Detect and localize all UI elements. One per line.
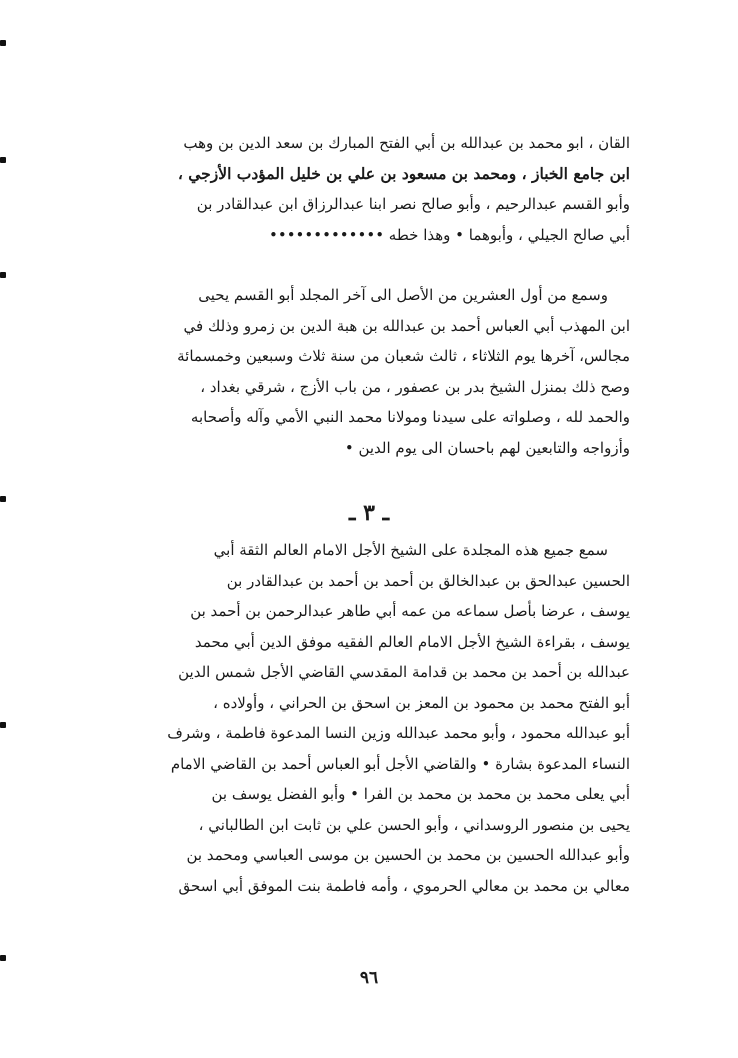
text-line: أبو الفتح محمد بن محمود بن المعز بن اسحق بن الحراني ، وأولاده ، [213,693,630,712]
text-line: القان ، ابو محمد بن عبدالله بن أبي الفتح المبارك بن سعد الدين بن وهب [183,134,630,152]
text-line: والحمد لله ، وصلواته على سيدنا ومولانا محمد النبي الأمي وآله وأصحابه [190,408,630,426]
text-line: معالي بن محمد بن معالي الحرموي ، وأمه فاطمة بنت الموفق أبي اسحق [178,876,630,895]
margin-mark [0,272,6,278]
text-line: وأبو القسم عبدالرحيم ، وأبو صالح نصر ابنا عبدالرزاق ابن عبدالقادر بن [196,195,630,213]
text-line: النساء المدعوة بشارة • والقاضي الأجل أبو العباس أحمد بن القاضي الامام [170,754,630,773]
text-line-bold: ابن جامع الخباز ، ومحمد بن مسعود بن علي بن خليل المؤدب الأزجي ، [177,163,630,183]
text-line: وسمع من أول العشرين من الأصل الى آخر المجلد أبو القسم يحيى [198,286,608,304]
margin-mark [0,40,6,46]
text-line: عبدالله بن أحمد بن محمد بن قدامة المقدسي القاضي الأجل شمس الدين [178,663,630,681]
text-line: أبي يعلى محمد بن محمد بن محمد بن الفرا • وأبو الفضل يوسف بن [211,785,630,803]
margin-mark [0,955,6,961]
paragraph-1 [100,128,630,250]
text-line: وأبو عبدالله الحسين بن محمد بن الحسين بن موسى العباسي ومحمد بن [186,846,630,864]
page-number: ٩٦ [359,968,379,988]
paragraph-2 [100,280,630,463]
text-line: يوسف ، بقراءة الشيخ الأجل الامام العالم الفقيه موفق الدين أبي محمد [194,632,630,651]
text-line: الحسين عبدالحق بن عبدالخالق بن أحمد بن أحمد بن عبدالقادر بن [226,571,630,590]
text-line: يوسف ، عرضا بأصل سماعه من عمه أبي طاهر عبدالرحمن بن أحمد بن [190,602,630,620]
section-number: ـ ٣ ـ [348,500,390,526]
paragraph-3 [100,535,630,901]
text-line: مجالس، آخرها يوم الثلاثاء ، ثالث شعبان من سنة ثلاث وسبعين وخمسمائة [177,347,630,365]
margin-mark [0,157,6,163]
text-line: وأزواجه والتابعين لهم باحسان الى يوم الدين • [344,438,630,457]
text-line: أبو عبدالله محمود ، وأبو محمد عبدالله وزين النسا المدعوة فاطمة ، وشرف [167,724,630,742]
text-line: ابن المهذب أبي العباس أحمد بن عبدالله بن هبة الدين بن زمرو وذلك في [183,316,630,335]
text-line: وصح ذلك بمنزل الشيخ بدر بن عصفور ، من باب الأزج ، شرقي بغداد ، [200,377,630,396]
margin-mark [0,722,6,728]
text-line: سمع جميع هذه المجلدة على الشيخ الأجل الامام العالم الثقة أبي [213,541,608,559]
text-line: يحيى بن منصور الروسداني ، وأبو الحسن علي بن ثابت ابن الطالباني ، [198,815,630,834]
text-line: أبي صالح الجيلي ، وأبوهما • وهذا خطه ••••••••••••• [269,225,630,244]
